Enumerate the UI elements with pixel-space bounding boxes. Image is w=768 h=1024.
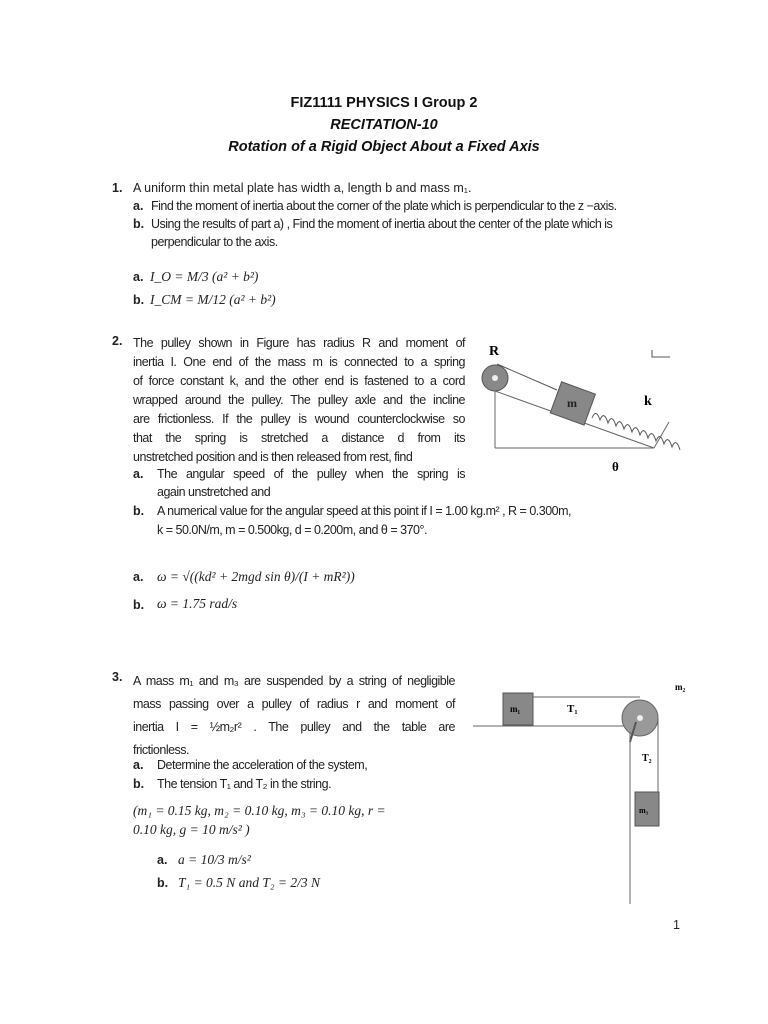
q3-ans-b-label: b. bbox=[157, 876, 169, 890]
q3-b-text: The tension T₁ and T₂ in the string. bbox=[157, 777, 332, 791]
q3-a-text: Determine the acceleration of the system, bbox=[157, 758, 368, 772]
q2-number: 2. bbox=[112, 334, 123, 348]
q2-a-label: a. bbox=[133, 467, 144, 481]
q2-line: are frictionless. If the pulley is wound counterclockwise so bbox=[133, 412, 465, 426]
figure-label-m2: m₂ bbox=[675, 682, 686, 692]
q3-answer-a: a = 10/3 m/s² bbox=[178, 852, 251, 867]
q1-b-text: Using the results of part a) , Find the moment of inertia about the center of the plate which is bbox=[151, 217, 613, 231]
q1-text: A uniform thin metal plate has width a, length b and mass m₁. bbox=[133, 181, 472, 195]
page-number: 1 bbox=[673, 918, 680, 932]
q3-given-values: (m₁ = 0.15 kg, m₂ = 0.10 kg, m₃ = 0.10 kg, r = bbox=[133, 803, 386, 818]
q3-text bbox=[133, 670, 455, 762]
q1-b-label: b. bbox=[133, 217, 145, 231]
q2-b-text: A numerical value for the angular speed at this point if I = 1.00 kg.m² , R = 0.300m, bbox=[157, 504, 572, 518]
q2-ans-b-label: b. bbox=[133, 598, 145, 612]
q2-text bbox=[133, 334, 465, 467]
figure-label-T2: T₂ bbox=[642, 753, 652, 764]
topic-title: Rotation of a Rigid Object About a Fixed Axis bbox=[228, 139, 540, 155]
q1-ans-b-label: b. bbox=[133, 293, 145, 307]
wall bbox=[654, 422, 669, 448]
q3-answer-b: T₁ = 0.5 N and T₂ = 2/3 N bbox=[178, 875, 321, 890]
q2-a-text-cont: again unstretched and bbox=[157, 485, 271, 499]
q1-ans-a-label: a. bbox=[133, 270, 144, 284]
pulley-axle bbox=[492, 375, 498, 381]
q3-ans-a-label: a. bbox=[157, 853, 168, 867]
q3-line: inertia I = ½m₂r² . The pulley and the table are bbox=[133, 720, 455, 734]
q2-b-label: b. bbox=[133, 504, 145, 518]
spring-icon bbox=[592, 413, 680, 450]
q2-line: unstretched position and is then released from rest, find bbox=[133, 450, 413, 464]
q3-line: A mass m₁ and m₃ are suspended by a string of negligible bbox=[133, 674, 455, 688]
q3-number: 3. bbox=[112, 670, 123, 684]
q2-a-text: The angular speed of the pulley when the spring is bbox=[157, 467, 465, 481]
pulley-axle bbox=[637, 715, 643, 721]
q2-b-text-cont: k = 50.0N/m, m = 0.500kg, d = 0.200m, and θ = 370°. bbox=[157, 523, 427, 537]
q1-answer-b: I_CM = M/12 (a² + b²) bbox=[150, 292, 276, 307]
course-title: FIZ1111 PHYSICS I Group 2 bbox=[290, 95, 478, 111]
q2-line: of force constant k, and the other end is fastened to a cord bbox=[133, 374, 465, 388]
axis-mark bbox=[652, 350, 670, 357]
q1-a-text: Find the moment of inertia about the corner of the plate which is perpendicular to the z −axis. bbox=[151, 199, 617, 213]
q2-line: wrapped around the pulley. The pulley axle and the incline bbox=[133, 393, 465, 407]
q3-a-label: a. bbox=[133, 758, 144, 772]
figure-label-theta: θ bbox=[612, 459, 619, 474]
figure-label-m1: m₁ bbox=[510, 704, 521, 714]
q1-answer-a: I_O = M/3 (a² + b²) bbox=[150, 269, 259, 284]
q1-a-label: a. bbox=[133, 199, 144, 213]
q3-given-values-cont: 0.10 kg, g = 10 m/s² ) bbox=[133, 822, 250, 837]
q3-line: frictionless. bbox=[133, 743, 190, 757]
q2-answer-b: ω = 1.75 rad/s bbox=[157, 596, 238, 611]
figure-label-m3: m₃ bbox=[639, 806, 649, 815]
q3-b-label: b. bbox=[133, 777, 145, 791]
q3-line: mass passing over a pulley of radius r and moment of bbox=[133, 697, 455, 711]
pulley-incline-spring-figure bbox=[472, 335, 702, 480]
q2-line: inertia I. One end of the mass m is connected to a spring bbox=[133, 355, 465, 369]
q2-answer-a: ω = √((kd² + 2mgd sin θ)/(I + mR²)) bbox=[157, 569, 355, 584]
q1-b-text-cont: perpendicular to the axis. bbox=[151, 235, 278, 249]
two-mass-pulley-figure bbox=[470, 672, 705, 907]
figure-label-m: m bbox=[567, 396, 577, 410]
figure-label-R: R bbox=[489, 344, 500, 359]
recitation-title: RECITATION-10 bbox=[330, 117, 438, 133]
q1-number: 1. bbox=[112, 181, 123, 195]
figure-label-k: k bbox=[644, 394, 652, 409]
q2-ans-a-label: a. bbox=[133, 570, 144, 584]
q2-line: that the spring is stretched a distance d from its bbox=[133, 431, 465, 445]
figure-label-T1: T₁ bbox=[567, 703, 578, 715]
q2-line: The pulley shown in Figure has radius R and moment of bbox=[133, 336, 465, 350]
